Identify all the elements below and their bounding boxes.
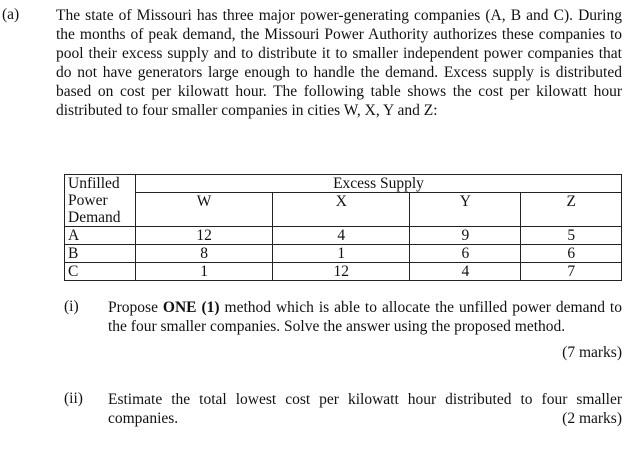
cell-b-w: 8 [136,245,273,263]
table-corner-cell [65,175,136,227]
part-i-label: (i) [64,298,79,315]
table-row [65,227,622,245]
question-label: (a) [2,6,20,23]
question-intro: The state of Missouri has three major power-generating companies (A, B and C). During the months of peak demand, the Missouri Power Authority authorizes these companies to pool their excess supply and to distribute it to smaller independent power companies that do not have generators large enough to handle the demand. Excess supply is distributed based on cost per kilowatt hour. The following table shows the cost per kilowatt hour distributed to four smaller companies in cities W, X, Y and Z: [56,7,622,119]
cell-c-x: 12 [273,263,410,281]
cell-b-x: 1 [273,245,410,263]
table-row [65,245,622,263]
cell-c-w: 1 [136,263,273,281]
part-i-text-bold: ONE (1) [162,299,220,316]
cell-c-y: 4 [410,263,521,281]
cell-a-y: 9 [410,227,521,245]
cell-a-x: 4 [273,227,410,245]
part-ii-text: Estimate the total lowest cost per kilowatt hour distributed to four smaller companies. [108,391,622,427]
excess-supply-header: Excess Supply [136,175,622,193]
table-header-row-1 [65,175,622,193]
table-row [65,263,622,281]
column-header-y: Y [410,193,521,227]
cost-table [64,174,622,281]
part-ii-marks: (2 marks) [562,410,622,427]
column-header-z: Z [521,193,622,227]
part-i-text-pre: Propose [108,299,163,316]
part-i-marks: (7 marks) [562,344,622,361]
row-label-c: C [65,263,136,281]
cell-a-z: 5 [521,227,622,245]
cell-a-w: 12 [136,227,273,245]
cell-c-z: 7 [521,263,622,281]
row-label-a: A [65,227,136,245]
cell-b-y: 6 [410,245,521,263]
part-i-text [108,298,622,336]
corner-line-3: Demand [68,209,121,226]
part-ii-label: (ii) [64,390,83,407]
corner-line-2: Power [68,192,108,209]
column-header-x: X [273,193,410,227]
table-header-row-2 [65,193,622,209]
column-header-w: W [136,193,273,227]
corner-line-1: Unfilled [68,175,120,192]
part-i-text-post: method which is able to allocate the unfilled power demand to the four smaller companies. Solve the answer using the proposed method. [108,299,622,335]
row-label-b: B [65,245,136,263]
cell-b-z: 6 [521,245,622,263]
